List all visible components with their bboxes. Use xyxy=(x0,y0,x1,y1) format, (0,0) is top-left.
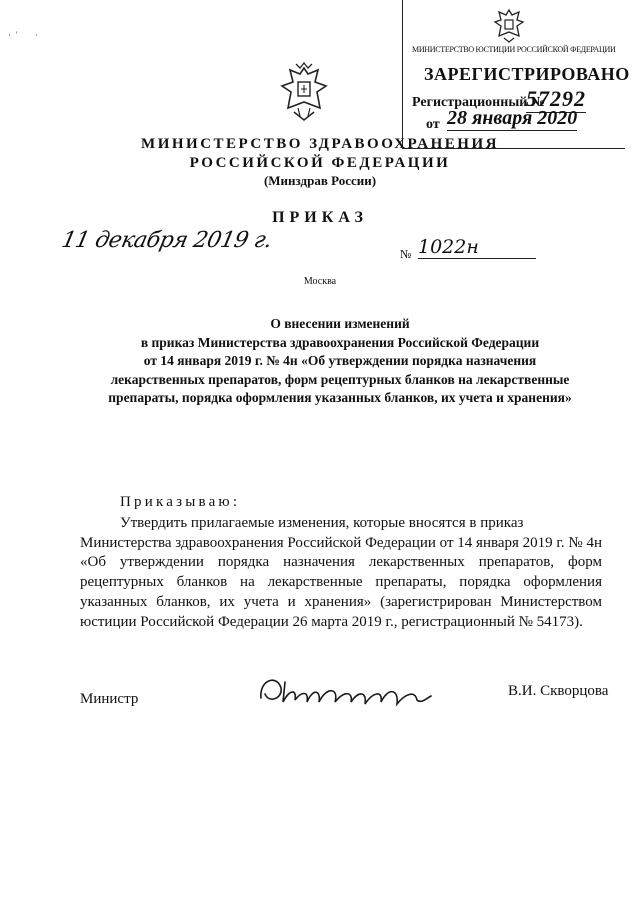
signatory-name: В.И. Скворцова xyxy=(508,683,609,699)
subject-line-5: препараты, порядка оформления указанных бланков, их учета и хранения» xyxy=(108,390,572,405)
ministry-name xyxy=(0,135,640,173)
body-rest: Министерства здравоохранения Российской Федерации от 14 января 2019 г. № 4н «Об утверждении порядка назначения лекарственных препаратов, форм рецептурных бланков на лекарственные препараты, порядка оформления указанных бланков, их учета и хранения» (зарегистрирован Министерством юстиции Российской Федерации 26 марта 2019 г., регистрационный № 54173). xyxy=(80,534,602,630)
stamp-date-label: от xyxy=(426,117,440,132)
stamp-emblem-icon xyxy=(492,6,526,49)
stamp-regnum-label: Регистрационный № xyxy=(412,95,545,110)
order-subject xyxy=(70,315,610,408)
body-first-line: Утвердить прилагаемые изменения, которые вносятся в приказ xyxy=(120,515,524,531)
stamp-regnum-value: 57292 xyxy=(526,86,586,111)
subject-line-2: в приказ Министерства здравоохранения Российской Федерации xyxy=(140,334,540,350)
order-number-label: № xyxy=(400,247,412,261)
handwritten-signature xyxy=(255,668,445,721)
signatory-role: Министр xyxy=(80,691,139,707)
scan-specks: · ' · xyxy=(8,30,39,40)
city: Москва xyxy=(303,276,337,287)
order-title: ПРИКАЗ xyxy=(272,209,368,226)
stamp-registered: ЗАРЕГИСТРИРОВАНО xyxy=(424,64,630,84)
order-body xyxy=(80,508,602,632)
state-emblem-icon xyxy=(274,62,334,131)
stamp-date-value: 28 января 2020 xyxy=(447,107,578,129)
subject-line-1: О внесении изменений xyxy=(270,316,410,331)
stamp-ministry: МИНИСТЕРСТВО ЮСТИЦИИ РОССИЙСКОЙ ФЕДЕРАЦИИ xyxy=(412,45,616,54)
order-date: 11 декабря 2019 г. xyxy=(59,228,275,253)
subject-line-3: от 14 января 2019 г. № 4н «Об утверждении порядка назначения xyxy=(143,353,537,368)
ministry-line-2: РОССИЙСКОЙ ФЕДЕРАЦИИ xyxy=(189,155,451,171)
subject-line-4: лекарственных препаратов, форм рецептурных бланков на лекарственные xyxy=(110,371,570,387)
order-number: 1022н xyxy=(418,236,536,259)
ministry-short-name: (Минздрав России) xyxy=(263,173,377,188)
ministry-line-1: МИНИСТЕРСТВО ЗДРАВООХРАНЕНИЯ xyxy=(141,136,499,152)
order-lead: Приказываю: xyxy=(120,494,241,510)
